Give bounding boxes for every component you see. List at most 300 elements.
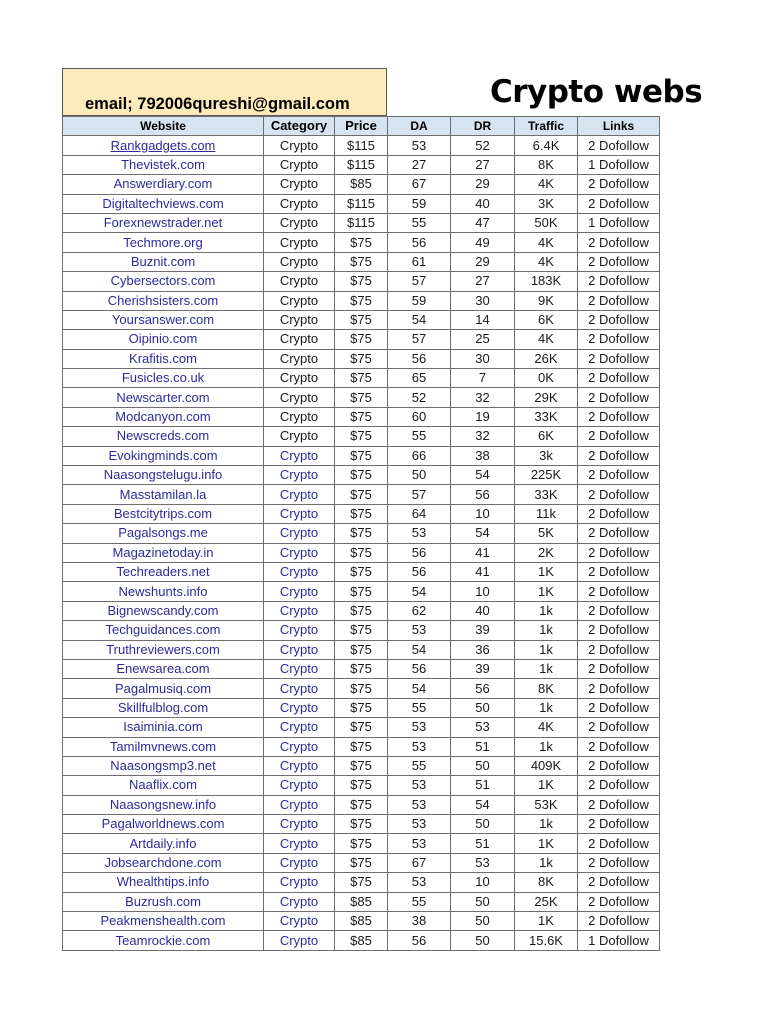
cell-da[interactable]: 59 bbox=[388, 291, 451, 310]
column-header-links[interactable]: Links bbox=[578, 117, 660, 136]
cell-da[interactable]: 67 bbox=[388, 175, 451, 194]
cell-price[interactable]: $75 bbox=[335, 873, 388, 892]
cell-links[interactable]: 2 Dofollow bbox=[578, 582, 660, 601]
cell-dr[interactable]: 49 bbox=[451, 233, 515, 252]
cell-category[interactable]: Crypto bbox=[264, 543, 335, 562]
cell-website[interactable]: Tamilmvnews.com bbox=[63, 737, 264, 756]
cell-da[interactable]: 53 bbox=[388, 718, 451, 737]
cell-category[interactable]: Crypto bbox=[264, 407, 335, 426]
cell-price[interactable]: $75 bbox=[335, 698, 388, 717]
cell-traffic[interactable]: 25K bbox=[515, 892, 578, 911]
cell-price[interactable]: $75 bbox=[335, 640, 388, 659]
cell-dr[interactable]: 50 bbox=[451, 892, 515, 911]
cell-links[interactable]: 2 Dofollow bbox=[578, 175, 660, 194]
cell-website[interactable]: Cherishsisters.com bbox=[63, 291, 264, 310]
cell-traffic[interactable]: 6K bbox=[515, 427, 578, 446]
cell-dr[interactable]: 50 bbox=[451, 912, 515, 931]
cell-traffic[interactable]: 26K bbox=[515, 349, 578, 368]
cell-traffic[interactable]: 5K bbox=[515, 524, 578, 543]
cell-dr[interactable]: 51 bbox=[451, 737, 515, 756]
cell-links[interactable]: 2 Dofollow bbox=[578, 427, 660, 446]
cell-category[interactable]: Crypto bbox=[264, 291, 335, 310]
cell-website[interactable]: Magazinetoday.in bbox=[63, 543, 264, 562]
cell-price[interactable]: $75 bbox=[335, 330, 388, 349]
cell-da[interactable]: 57 bbox=[388, 330, 451, 349]
cell-traffic[interactable]: 1k bbox=[515, 601, 578, 620]
cell-links[interactable]: 2 Dofollow bbox=[578, 388, 660, 407]
cell-links[interactable]: 2 Dofollow bbox=[578, 698, 660, 717]
cell-links[interactable]: 2 Dofollow bbox=[578, 524, 660, 543]
cell-dr[interactable]: 50 bbox=[451, 815, 515, 834]
cell-da[interactable]: 53 bbox=[388, 737, 451, 756]
cell-website[interactable]: Skillfulblog.com bbox=[63, 698, 264, 717]
cell-da[interactable]: 62 bbox=[388, 601, 451, 620]
cell-da[interactable]: 55 bbox=[388, 892, 451, 911]
cell-price[interactable]: $75 bbox=[335, 310, 388, 329]
cell-traffic[interactable]: 1K bbox=[515, 834, 578, 853]
cell-links[interactable]: 2 Dofollow bbox=[578, 136, 660, 155]
cell-da[interactable]: 27 bbox=[388, 155, 451, 174]
cell-dr[interactable]: 54 bbox=[451, 524, 515, 543]
cell-category[interactable]: Crypto bbox=[264, 369, 335, 388]
cell-price[interactable]: $85 bbox=[335, 931, 388, 950]
cell-website[interactable]: Techreaders.net bbox=[63, 562, 264, 581]
cell-website[interactable]: Peakmenshealth.com bbox=[63, 912, 264, 931]
cell-price[interactable]: $75 bbox=[335, 815, 388, 834]
cell-price[interactable]: $75 bbox=[335, 621, 388, 640]
cell-dr[interactable]: 10 bbox=[451, 582, 515, 601]
cell-category[interactable]: Crypto bbox=[264, 466, 335, 485]
cell-dr[interactable]: 50 bbox=[451, 698, 515, 717]
cell-traffic[interactable]: 1k bbox=[515, 621, 578, 640]
cell-traffic[interactable]: 4K bbox=[515, 175, 578, 194]
cell-dr[interactable]: 30 bbox=[451, 349, 515, 368]
cell-dr[interactable]: 39 bbox=[451, 659, 515, 678]
cell-category[interactable]: Crypto bbox=[264, 427, 335, 446]
cell-website[interactable]: Buznit.com bbox=[63, 252, 264, 271]
cell-dr[interactable]: 56 bbox=[451, 485, 515, 504]
cell-dr[interactable]: 53 bbox=[451, 853, 515, 872]
cell-category[interactable]: Crypto bbox=[264, 485, 335, 504]
cell-traffic[interactable]: 4K bbox=[515, 330, 578, 349]
cell-category[interactable]: Crypto bbox=[264, 659, 335, 678]
cell-traffic[interactable]: 33K bbox=[515, 485, 578, 504]
cell-price[interactable]: $75 bbox=[335, 427, 388, 446]
cell-website[interactable]: Techmore.org bbox=[63, 233, 264, 252]
cell-price[interactable]: $75 bbox=[335, 853, 388, 872]
cell-traffic[interactable]: 33K bbox=[515, 407, 578, 426]
cell-website[interactable]: Fusicles.co.uk bbox=[63, 369, 264, 388]
cell-website[interactable]: Forexnewstrader.net bbox=[63, 213, 264, 232]
cell-price[interactable]: $85 bbox=[335, 892, 388, 911]
cell-website[interactable]: Oipinio.com bbox=[63, 330, 264, 349]
cell-traffic[interactable]: 8K bbox=[515, 873, 578, 892]
cell-category[interactable]: Crypto bbox=[264, 330, 335, 349]
cell-price[interactable]: $75 bbox=[335, 562, 388, 581]
cell-links[interactable]: 2 Dofollow bbox=[578, 562, 660, 581]
cell-links[interactable]: 2 Dofollow bbox=[578, 892, 660, 911]
cell-dr[interactable]: 32 bbox=[451, 427, 515, 446]
cell-links[interactable]: 2 Dofollow bbox=[578, 834, 660, 853]
cell-da[interactable]: 54 bbox=[388, 310, 451, 329]
cell-price[interactable]: $75 bbox=[335, 795, 388, 814]
cell-traffic[interactable]: 1k bbox=[515, 737, 578, 756]
cell-category[interactable]: Crypto bbox=[264, 213, 335, 232]
cell-traffic[interactable]: 53K bbox=[515, 795, 578, 814]
cell-dr[interactable]: 51 bbox=[451, 834, 515, 853]
cell-category[interactable]: Crypto bbox=[264, 601, 335, 620]
cell-links[interactable]: 2 Dofollow bbox=[578, 640, 660, 659]
cell-dr[interactable]: 38 bbox=[451, 446, 515, 465]
cell-da[interactable]: 57 bbox=[388, 485, 451, 504]
cell-da[interactable]: 52 bbox=[388, 388, 451, 407]
cell-website[interactable]: Bestcitytrips.com bbox=[63, 504, 264, 523]
cell-category[interactable]: Crypto bbox=[264, 776, 335, 795]
cell-traffic[interactable]: 6.4K bbox=[515, 136, 578, 155]
cell-da[interactable]: 61 bbox=[388, 252, 451, 271]
cell-traffic[interactable]: 15.6K bbox=[515, 931, 578, 950]
cell-website[interactable]: Teamrockie.com bbox=[63, 931, 264, 950]
cell-website[interactable]: Techguidances.com bbox=[63, 621, 264, 640]
cell-dr[interactable]: 39 bbox=[451, 621, 515, 640]
cell-traffic[interactable]: 409K bbox=[515, 756, 578, 775]
cell-category[interactable]: Crypto bbox=[264, 233, 335, 252]
cell-da[interactable]: 64 bbox=[388, 504, 451, 523]
cell-traffic[interactable]: 8K bbox=[515, 679, 578, 698]
cell-category[interactable]: Crypto bbox=[264, 194, 335, 213]
cell-website[interactable]: Yoursanswer.com bbox=[63, 310, 264, 329]
cell-category[interactable]: Crypto bbox=[264, 155, 335, 174]
cell-traffic[interactable]: 6K bbox=[515, 310, 578, 329]
cell-category[interactable]: Crypto bbox=[264, 136, 335, 155]
cell-links[interactable]: 2 Dofollow bbox=[578, 194, 660, 213]
cell-category[interactable]: Crypto bbox=[264, 175, 335, 194]
cell-da[interactable]: 65 bbox=[388, 369, 451, 388]
cell-links[interactable]: 2 Dofollow bbox=[578, 466, 660, 485]
cell-category[interactable]: Crypto bbox=[264, 446, 335, 465]
cell-da[interactable]: 53 bbox=[388, 815, 451, 834]
cell-website[interactable]: Evokingminds.com bbox=[63, 446, 264, 465]
title-cell[interactable] bbox=[390, 66, 703, 116]
cell-price[interactable]: $75 bbox=[335, 679, 388, 698]
cell-category[interactable]: Crypto bbox=[264, 853, 335, 872]
cell-links[interactable]: 2 Dofollow bbox=[578, 621, 660, 640]
cell-website[interactable]: Newscreds.com bbox=[63, 427, 264, 446]
cell-website[interactable]: Thevistek.com bbox=[63, 155, 264, 174]
cell-category[interactable]: Crypto bbox=[264, 310, 335, 329]
cell-links[interactable]: 2 Dofollow bbox=[578, 601, 660, 620]
cell-links[interactable]: 2 Dofollow bbox=[578, 252, 660, 271]
cell-dr[interactable]: 47 bbox=[451, 213, 515, 232]
cell-dr[interactable]: 53 bbox=[451, 718, 515, 737]
cell-website[interactable]: Newshunts.info bbox=[63, 582, 264, 601]
cell-dr[interactable]: 10 bbox=[451, 873, 515, 892]
cell-da[interactable]: 53 bbox=[388, 834, 451, 853]
cell-category[interactable]: Crypto bbox=[264, 815, 335, 834]
cell-price[interactable]: $75 bbox=[335, 543, 388, 562]
cell-website[interactable]: Rankgadgets.com bbox=[63, 136, 264, 155]
cell-website[interactable]: Pagalmusiq.com bbox=[63, 679, 264, 698]
cell-da[interactable]: 67 bbox=[388, 853, 451, 872]
cell-dr[interactable]: 32 bbox=[451, 388, 515, 407]
cell-traffic[interactable]: 0K bbox=[515, 369, 578, 388]
cell-category[interactable]: Crypto bbox=[264, 621, 335, 640]
cell-category[interactable]: Crypto bbox=[264, 582, 335, 601]
cell-traffic[interactable]: 4K bbox=[515, 718, 578, 737]
cell-traffic[interactable]: 1k bbox=[515, 815, 578, 834]
cell-category[interactable]: Crypto bbox=[264, 931, 335, 950]
cell-traffic[interactable]: 225K bbox=[515, 466, 578, 485]
cell-dr[interactable]: 54 bbox=[451, 795, 515, 814]
cell-price[interactable]: $75 bbox=[335, 233, 388, 252]
cell-category[interactable]: Crypto bbox=[264, 272, 335, 291]
cell-category[interactable]: Crypto bbox=[264, 795, 335, 814]
cell-da[interactable]: 56 bbox=[388, 562, 451, 581]
cell-website[interactable]: Pagalworldnews.com bbox=[63, 815, 264, 834]
cell-dr[interactable]: 36 bbox=[451, 640, 515, 659]
cell-price[interactable]: $75 bbox=[335, 737, 388, 756]
cell-category[interactable]: Crypto bbox=[264, 524, 335, 543]
column-header-price[interactable]: Price bbox=[335, 117, 388, 136]
cell-links[interactable]: 2 Dofollow bbox=[578, 330, 660, 349]
cell-price[interactable]: $75 bbox=[335, 601, 388, 620]
cell-category[interactable]: Crypto bbox=[264, 737, 335, 756]
cell-price[interactable]: $75 bbox=[335, 369, 388, 388]
cell-category[interactable]: Crypto bbox=[264, 252, 335, 271]
cell-links[interactable]: 2 Dofollow bbox=[578, 912, 660, 931]
cell-traffic[interactable]: 183K bbox=[515, 272, 578, 291]
cell-category[interactable]: Crypto bbox=[264, 349, 335, 368]
cell-links[interactable]: 2 Dofollow bbox=[578, 349, 660, 368]
cell-da[interactable]: 56 bbox=[388, 659, 451, 678]
cell-dr[interactable]: 52 bbox=[451, 136, 515, 155]
cell-category[interactable]: Crypto bbox=[264, 640, 335, 659]
cell-website[interactable]: Naasongsnew.info bbox=[63, 795, 264, 814]
cell-price[interactable]: $75 bbox=[335, 291, 388, 310]
cell-da[interactable]: 53 bbox=[388, 524, 451, 543]
cell-traffic[interactable]: 1k bbox=[515, 698, 578, 717]
cell-dr[interactable]: 27 bbox=[451, 155, 515, 174]
cell-category[interactable]: Crypto bbox=[264, 834, 335, 853]
email-cell[interactable] bbox=[62, 68, 387, 116]
cell-traffic[interactable]: 1K bbox=[515, 776, 578, 795]
cell-website[interactable]: Pagalsongs.me bbox=[63, 524, 264, 543]
cell-price[interactable]: $75 bbox=[335, 466, 388, 485]
cell-website[interactable]: Cybersectors.com bbox=[63, 272, 264, 291]
cell-price[interactable]: $85 bbox=[335, 912, 388, 931]
cell-price[interactable]: $75 bbox=[335, 582, 388, 601]
cell-website[interactable]: Buzrush.com bbox=[63, 892, 264, 911]
cell-links[interactable]: 2 Dofollow bbox=[578, 737, 660, 756]
cell-website[interactable]: Truthreviewers.com bbox=[63, 640, 264, 659]
cell-price[interactable]: $75 bbox=[335, 524, 388, 543]
cell-website[interactable]: Naaflix.com bbox=[63, 776, 264, 795]
cell-da[interactable]: 53 bbox=[388, 795, 451, 814]
cell-da[interactable]: 55 bbox=[388, 698, 451, 717]
cell-website[interactable]: Modcanyon.com bbox=[63, 407, 264, 426]
cell-category[interactable]: Crypto bbox=[264, 504, 335, 523]
cell-da[interactable]: 56 bbox=[388, 233, 451, 252]
cell-traffic[interactable]: 3K bbox=[515, 194, 578, 213]
cell-dr[interactable]: 41 bbox=[451, 562, 515, 581]
cell-website[interactable]: Naasongstelugu.info bbox=[63, 466, 264, 485]
cell-links[interactable]: 2 Dofollow bbox=[578, 407, 660, 426]
cell-website[interactable]: Artdaily.info bbox=[63, 834, 264, 853]
cell-website[interactable]: Jobsearchdone.com bbox=[63, 853, 264, 872]
cell-da[interactable]: 53 bbox=[388, 873, 451, 892]
cell-price[interactable]: $75 bbox=[335, 349, 388, 368]
cell-traffic[interactable]: 11k bbox=[515, 504, 578, 523]
cell-website[interactable]: Naasongsmp3.net bbox=[63, 756, 264, 775]
cell-dr[interactable]: 50 bbox=[451, 756, 515, 775]
cell-dr[interactable]: 27 bbox=[451, 272, 515, 291]
cell-price[interactable]: $115 bbox=[335, 155, 388, 174]
cell-links[interactable]: 2 Dofollow bbox=[578, 659, 660, 678]
cell-traffic[interactable]: 2K bbox=[515, 543, 578, 562]
column-header-category[interactable]: Category bbox=[264, 117, 335, 136]
cell-category[interactable]: Crypto bbox=[264, 873, 335, 892]
cell-category[interactable]: Crypto bbox=[264, 698, 335, 717]
cell-category[interactable]: Crypto bbox=[264, 718, 335, 737]
cell-da[interactable]: 56 bbox=[388, 543, 451, 562]
cell-traffic[interactable]: 1K bbox=[515, 582, 578, 601]
cell-da[interactable]: 53 bbox=[388, 136, 451, 155]
cell-price[interactable]: $75 bbox=[335, 407, 388, 426]
cell-da[interactable]: 53 bbox=[388, 621, 451, 640]
cell-traffic[interactable]: 4K bbox=[515, 233, 578, 252]
cell-links[interactable]: 2 Dofollow bbox=[578, 272, 660, 291]
cell-da[interactable]: 55 bbox=[388, 756, 451, 775]
cell-price[interactable]: $75 bbox=[335, 504, 388, 523]
cell-da[interactable]: 54 bbox=[388, 582, 451, 601]
cell-price[interactable]: $75 bbox=[335, 446, 388, 465]
cell-dr[interactable]: 19 bbox=[451, 407, 515, 426]
cell-traffic[interactable]: 1K bbox=[515, 912, 578, 931]
cell-links[interactable]: 2 Dofollow bbox=[578, 446, 660, 465]
cell-website[interactable]: Bignewscandy.com bbox=[63, 601, 264, 620]
cell-price[interactable]: $75 bbox=[335, 659, 388, 678]
cell-links[interactable]: 1 Dofollow bbox=[578, 931, 660, 950]
cell-da[interactable]: 60 bbox=[388, 407, 451, 426]
cell-dr[interactable]: 50 bbox=[451, 931, 515, 950]
cell-price[interactable]: $75 bbox=[335, 272, 388, 291]
cell-price[interactable]: $115 bbox=[335, 136, 388, 155]
cell-dr[interactable]: 41 bbox=[451, 543, 515, 562]
cell-links[interactable]: 2 Dofollow bbox=[578, 291, 660, 310]
cell-da[interactable]: 53 bbox=[388, 776, 451, 795]
cell-website[interactable]: Newscarter.com bbox=[63, 388, 264, 407]
cell-links[interactable]: 2 Dofollow bbox=[578, 776, 660, 795]
cell-traffic[interactable]: 4K bbox=[515, 252, 578, 271]
cell-dr[interactable]: 30 bbox=[451, 291, 515, 310]
cell-dr[interactable]: 14 bbox=[451, 310, 515, 329]
cell-links[interactable]: 2 Dofollow bbox=[578, 873, 660, 892]
cell-da[interactable]: 50 bbox=[388, 466, 451, 485]
cell-dr[interactable]: 10 bbox=[451, 504, 515, 523]
cell-links[interactable]: 2 Dofollow bbox=[578, 756, 660, 775]
cell-price[interactable]: $75 bbox=[335, 756, 388, 775]
cell-links[interactable]: 2 Dofollow bbox=[578, 718, 660, 737]
cell-website[interactable]: Digitaltechviews.com bbox=[63, 194, 264, 213]
cell-traffic[interactable]: 3k bbox=[515, 446, 578, 465]
cell-links[interactable]: 2 Dofollow bbox=[578, 310, 660, 329]
cell-traffic[interactable]: 9K bbox=[515, 291, 578, 310]
cell-dr[interactable]: 54 bbox=[451, 466, 515, 485]
cell-dr[interactable]: 29 bbox=[451, 175, 515, 194]
cell-links[interactable]: 2 Dofollow bbox=[578, 543, 660, 562]
cell-category[interactable]: Crypto bbox=[264, 912, 335, 931]
cell-traffic[interactable]: 8K bbox=[515, 155, 578, 174]
cell-links[interactable]: 2 Dofollow bbox=[578, 795, 660, 814]
column-header-website[interactable]: Website bbox=[63, 117, 264, 136]
cell-website[interactable]: Whealthtips.info bbox=[63, 873, 264, 892]
cell-links[interactable]: 1 Dofollow bbox=[578, 213, 660, 232]
cell-links[interactable]: 2 Dofollow bbox=[578, 504, 660, 523]
cell-dr[interactable]: 29 bbox=[451, 252, 515, 271]
cell-category[interactable]: Crypto bbox=[264, 892, 335, 911]
column-header-traffic[interactable]: Traffic bbox=[515, 117, 578, 136]
cell-website[interactable]: Krafitis.com bbox=[63, 349, 264, 368]
cell-price[interactable]: $75 bbox=[335, 252, 388, 271]
cell-da[interactable]: 54 bbox=[388, 640, 451, 659]
cell-price[interactable]: $75 bbox=[335, 485, 388, 504]
cell-da[interactable]: 57 bbox=[388, 272, 451, 291]
cell-links[interactable]: 2 Dofollow bbox=[578, 369, 660, 388]
cell-traffic[interactable]: 50K bbox=[515, 213, 578, 232]
cell-website[interactable]: Answerdiary.com bbox=[63, 175, 264, 194]
cell-links[interactable]: 1 Dofollow bbox=[578, 155, 660, 174]
cell-da[interactable]: 56 bbox=[388, 349, 451, 368]
cell-dr[interactable]: 40 bbox=[451, 601, 515, 620]
cell-da[interactable]: 56 bbox=[388, 931, 451, 950]
cell-website[interactable]: Isaiminia.com bbox=[63, 718, 264, 737]
cell-category[interactable]: Crypto bbox=[264, 679, 335, 698]
cell-category[interactable]: Crypto bbox=[264, 756, 335, 775]
cell-dr[interactable]: 56 bbox=[451, 679, 515, 698]
cell-traffic[interactable]: 29K bbox=[515, 388, 578, 407]
cell-dr[interactable]: 25 bbox=[451, 330, 515, 349]
cell-price[interactable]: $75 bbox=[335, 388, 388, 407]
cell-website[interactable]: Enewsarea.com bbox=[63, 659, 264, 678]
cell-traffic[interactable]: 1k bbox=[515, 659, 578, 678]
cell-da[interactable]: 38 bbox=[388, 912, 451, 931]
cell-da[interactable]: 59 bbox=[388, 194, 451, 213]
cell-links[interactable]: 2 Dofollow bbox=[578, 233, 660, 252]
cell-website[interactable]: Masstamilan.la bbox=[63, 485, 264, 504]
cell-da[interactable]: 66 bbox=[388, 446, 451, 465]
cell-price[interactable]: $85 bbox=[335, 175, 388, 194]
column-header-da[interactable]: DA bbox=[388, 117, 451, 136]
cell-category[interactable]: Crypto bbox=[264, 562, 335, 581]
cell-traffic[interactable]: 1k bbox=[515, 640, 578, 659]
cell-price[interactable]: $75 bbox=[335, 834, 388, 853]
cell-dr[interactable]: 7 bbox=[451, 369, 515, 388]
cell-traffic[interactable]: 1K bbox=[515, 562, 578, 581]
cell-category[interactable]: Crypto bbox=[264, 388, 335, 407]
column-header-dr[interactable]: DR bbox=[451, 117, 515, 136]
cell-links[interactable]: 2 Dofollow bbox=[578, 853, 660, 872]
cell-da[interactable]: 55 bbox=[388, 213, 451, 232]
cell-da[interactable]: 55 bbox=[388, 427, 451, 446]
cell-price[interactable]: $115 bbox=[335, 194, 388, 213]
cell-da[interactable]: 54 bbox=[388, 679, 451, 698]
cell-dr[interactable]: 51 bbox=[451, 776, 515, 795]
cell-links[interactable]: 2 Dofollow bbox=[578, 815, 660, 834]
cell-links[interactable]: 2 Dofollow bbox=[578, 679, 660, 698]
cell-price[interactable]: $115 bbox=[335, 213, 388, 232]
cell-price[interactable]: $75 bbox=[335, 776, 388, 795]
cell-price[interactable]: $75 bbox=[335, 718, 388, 737]
